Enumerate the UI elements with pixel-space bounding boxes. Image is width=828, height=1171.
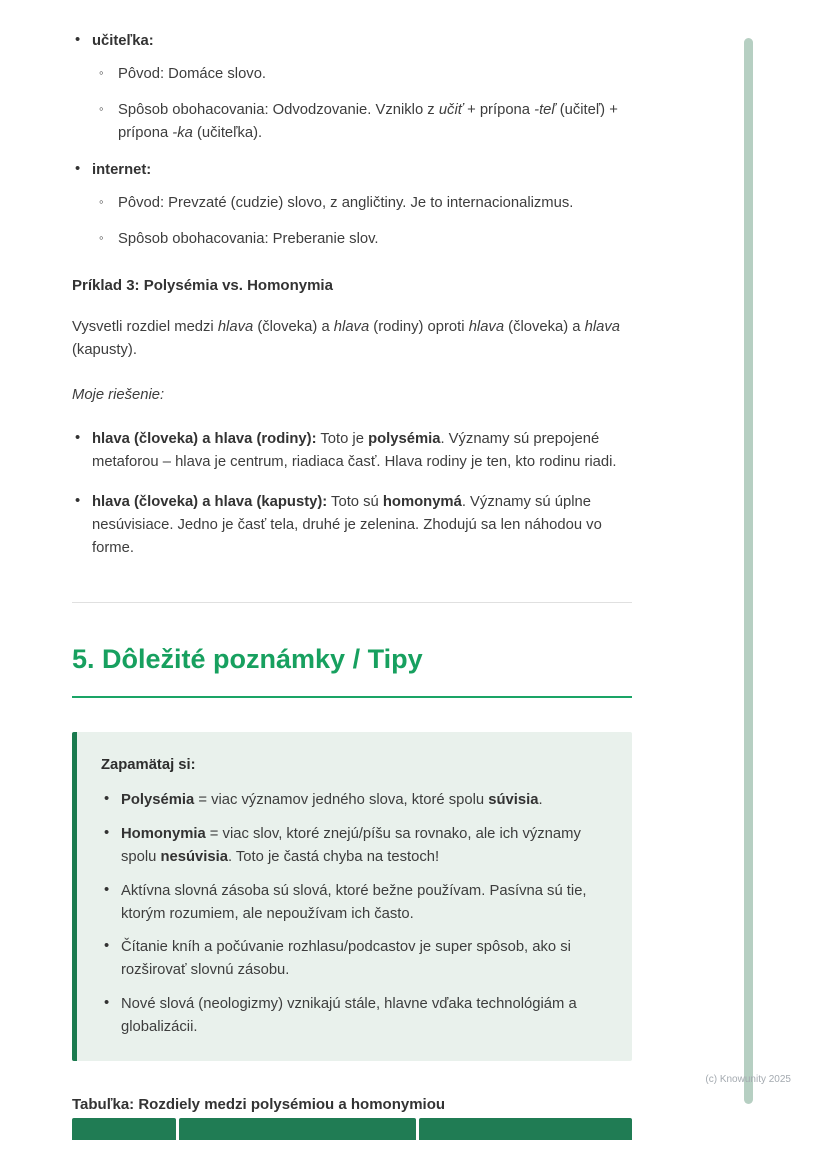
list-item	[92, 99, 632, 145]
scrollbar-thumb[interactable]	[744, 38, 753, 1104]
bullet-icon: •	[75, 430, 81, 447]
point-text: Spôsob obohacovania: Preberanie slov.	[118, 230, 379, 247]
bullet-icon: •	[75, 160, 81, 177]
bullet-icon: •	[75, 32, 81, 48]
term-text: internet:	[92, 161, 152, 178]
list-item	[92, 192, 632, 215]
example3-heading: Príklad 3: Polysémia vs. Homonymia	[72, 277, 333, 295]
circle-bullet-icon: ◦	[99, 100, 104, 116]
tip-text: Aktívna slovná zásoba sú slová, ktoré bežne používam. Pasívna sú tie, ktorým rozumiem, ale nepoužívam ich často.	[121, 882, 587, 922]
table-header-cell	[72, 1118, 176, 1140]
table-header-cell	[179, 1118, 416, 1140]
solution-label: Moje riešenie:	[72, 386, 165, 403]
list-item	[101, 823, 606, 869]
circle-bullet-icon: ◦	[99, 64, 104, 80]
table-heading: Tabuľka: Rozdiely medzi polysémiou a homonymiou	[72, 1096, 446, 1114]
bullet-icon: •	[75, 493, 81, 510]
tip-text: Čítanie kníh a počúvanie rozhlasu/podcastov je super spôsob, ako si rozširovať slovnú zásobu.	[121, 939, 571, 979]
list-item	[101, 789, 606, 812]
list-item	[101, 936, 606, 982]
bullet-icon: •	[104, 938, 110, 955]
tip-text: Nové slová (neologizmy) vznikajú stále, hlavne vďaka technológiám a globalizácii.	[121, 996, 577, 1036]
list-item	[72, 30, 632, 145]
document-content	[72, 30, 632, 1116]
callout-list	[101, 789, 606, 1039]
bullet-icon: •	[104, 790, 110, 807]
tip-text: Polysémia = viac významov jedného slova, ktoré spolu súvisia.	[121, 791, 543, 808]
solution-text: hlava (človeka) a hlava (rodiny): Toto je polysémia. Významy sú prepojené metaforou – hlava je centrum, riadiaca časť. Hlava rodiny je ten, kto rodinu riadi.	[92, 431, 617, 471]
point-text: Spôsob obohacovania: Odvodzovanie. Vzniklo z učiť + prípona -teľ (učiteľ) + prípona -ka (učiteľka).	[118, 101, 618, 141]
list-item	[92, 63, 632, 86]
bullet-icon: •	[104, 881, 110, 898]
tip-text: Homonymia = viac slov, ktoré znejú/píšu sa rovnako, ale ich významy spolu nesúvisia. Toto je častá chyba na testoch!	[121, 825, 581, 865]
section5-heading: 5. Dôležité poznámky / Tipy	[72, 639, 632, 698]
list-item	[72, 159, 632, 251]
section-divider	[72, 602, 632, 603]
bullet-icon: •	[104, 995, 110, 1012]
list-item	[72, 491, 632, 560]
sub-list	[92, 63, 632, 145]
table-header-row	[72, 1118, 632, 1140]
watermark: (c) Knowunity 2025	[705, 1074, 791, 1085]
list-item	[92, 228, 632, 251]
table-header-cell	[419, 1118, 632, 1140]
term-text: učiteľka:	[92, 33, 154, 49]
bullet-icon: •	[104, 824, 110, 841]
point-text: Pôvod: Prevzaté (cudzie) slovo, z angličtiny. Je to internacionalizmus.	[118, 194, 574, 211]
circle-bullet-icon: ◦	[99, 193, 104, 209]
point-text: Pôvod: Domáce slovo.	[118, 65, 267, 82]
circle-bullet-icon: ◦	[99, 229, 104, 245]
word-examples-list	[72, 30, 632, 250]
example3-prompt: Vysvetli rozdiel medzi hlava (človeka) a hlava (rodiny) oproti hlava (človeka) a hlava (kapusty).	[72, 318, 621, 358]
tip-callout	[72, 732, 632, 1061]
list-item	[72, 428, 632, 474]
solutions-list	[72, 428, 632, 560]
callout-title: Zapamätaj si:	[101, 756, 196, 773]
list-item	[101, 993, 606, 1039]
sub-list	[92, 192, 632, 251]
solution-text: hlava (človeka) a hlava (kapusty): Toto sú homonymá. Významy sú úplne nesúvisiace. Jedno je časť tela, druhé je zelenina. Zhodujú sa len náhodou vo forme.	[92, 494, 602, 557]
list-item	[101, 880, 606, 926]
